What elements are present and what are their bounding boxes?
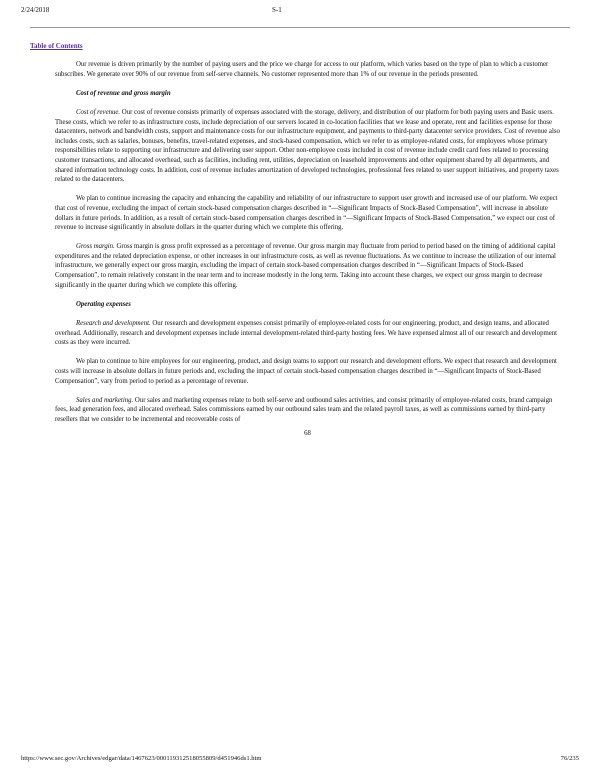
table-of-contents-link[interactable]: Table of Contents bbox=[30, 42, 83, 50]
sales-marketing-label: Sales and marketing. bbox=[76, 396, 134, 404]
hiring-plan-paragraph: We plan to continue to hire employees for our engineering, product, and design teams to support our research and development efforts. We expect that research and development costs will increase in absolute dollars in future periods and, excluding the impact of certain stock-based compensation charges described in “—Significant Impacts of Stock-Based Compensation”, vary from period to period as a percentage of revenue. bbox=[55, 358, 557, 385]
gross-margin-label: Gross margin. bbox=[76, 243, 115, 251]
cost-of-revenue-paragraph bbox=[55, 108, 560, 185]
footer-url: https://www.sec.gov/Archives/edgar/data/1467623/000119312518055809/d451946ds1.htm bbox=[21, 755, 262, 762]
sales-marketing-paragraph bbox=[55, 396, 560, 425]
page-number: 68 bbox=[304, 429, 311, 437]
header-divider bbox=[30, 27, 570, 28]
document-body bbox=[55, 60, 560, 438]
gross-margin-text: Gross margin is gross profit expressed as a percentage of revenue. Our gross margin may fluctuate from period to period based on the timing of additional capital expenditures and the related depreciation expense, or other increases in our infrastructure costs, as well as revenue fluctuations. As we continue to increase the utilization of our internal infrastructure, we generally expect our gross margin, excluding the impact of certain stock-based compensation charges described in “—Significant Impacts of Stock-Based Compensation”, to remain relatively constant in the near term and to increase modestly in the long term. Taking into account these charges, we expect our gross margin to decrease significantly in the quarter during which we complete this offering. bbox=[55, 243, 556, 289]
rnd-paragraph bbox=[55, 319, 560, 348]
sales-marketing-text: Our sales and marketing expenses relate to both self-serve and outbound sales activities, and consist primarily of employee-related costs, brand campaign fees, lead generation fees, and allocated overhead. Sales commissions earned by our outbound sales team and the related payroll taxes, as well as commissions earned by third-party resellers that we consider to be incremental and recoverable costs of bbox=[55, 396, 553, 423]
header-title: S-1 bbox=[272, 6, 282, 14]
operating-expenses-heading: Operating expenses bbox=[76, 300, 131, 308]
cost-of-revenue-text: Our cost of revenue consists primarily of expenses associated with the storage, delivery, and distribution of our platform for both paying users and Basic users. These costs, which we refer to as infrastructure costs, include depreciation of our servers located in co-location facilities that we lease and operate, rent and facilities expense for those datacenters, network and bandwidth costs, support and maintenance costs for our infrastructure equipment, and payments to third-party datacenter service providers. Cost of revenue also includes costs, such as salaries, bonuses, benefits, travel-related expenses, and stock-based compensation, which we refer to as employee-related costs, for employees whose primary responsibilities relate to supporting our infrastructure and delivering user support. Other non-employee costs included in cost of revenue include credit card fees related to processing customer transactions, and allocated overhead, such as facilities, including rent, utilities, depreciation on leasehold improvements and other equipment shared by all departments, and shared information technology costs. In addition, cost of revenue includes amortization of developed technologies, professional fees related to user support initiatives, and property taxes related to the datacenters. bbox=[55, 108, 560, 184]
cost-of-revenue-label: Cost of revenue. bbox=[76, 108, 121, 116]
header-date: 2/24/2018 bbox=[21, 6, 50, 14]
rnd-text: Our research and development expenses consist primarily of employee-related costs for our engineering, product, and design teams, and allocated overhead. Additionally, research and development expenses include internal development-related third-party hosting fees. We have expensed almost all of our research and development costs as they were incurred. bbox=[55, 320, 558, 347]
footer-page-count: 76/235 bbox=[560, 755, 579, 762]
gross-margin-paragraph bbox=[55, 242, 560, 290]
revenue-paragraph: Our revenue is driven primarily by the number of paying users and the price we charge for access to our platform, which varies based on the type of plan to which a customer subscribes. We generate over 90% of our revenue from self-serve channels. No customer represented more than 1% of our revenue in the periods presented. bbox=[55, 61, 549, 78]
cost-of-revenue-heading: Cost of revenue and gross margin bbox=[76, 89, 171, 97]
capacity-plan-paragraph: We plan to continue increasing the capacity and enhancing the capability and reliability of our infrastructure to support user growth and increased use of our platform. We expect that cost of revenue, excluding the impact of certain stock-based compensation charges described in “—Significant Impacts of Stock-Based Compensation”, will increase in absolute dollars in future periods. In addition, as a result of certain stock-based compensation charges described in “—Significant Impacts of Stock-Based Compensation,” we expect our cost of revenue to increase significantly in absolute dollars in the quarter during which we complete this offering. bbox=[55, 195, 558, 232]
rnd-label: Research and development. bbox=[76, 320, 151, 328]
